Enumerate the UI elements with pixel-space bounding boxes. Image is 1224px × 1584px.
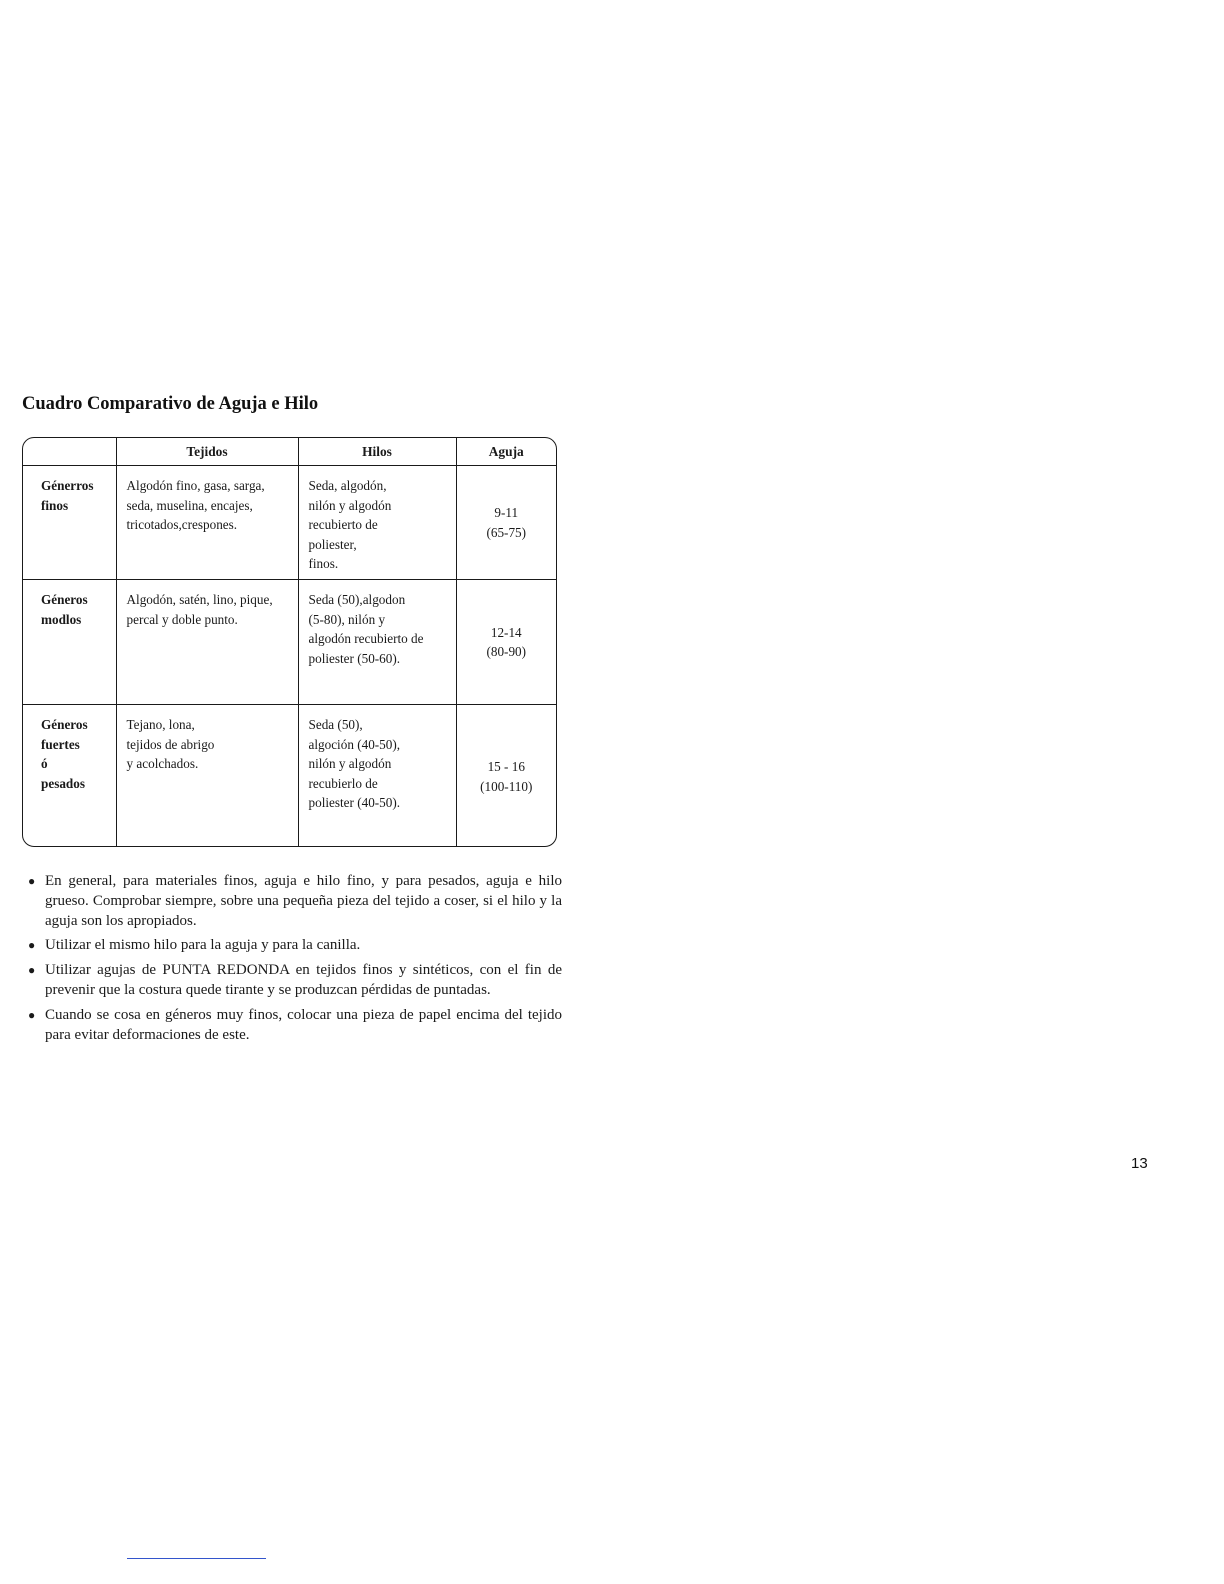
category-line: Génerros bbox=[41, 478, 94, 493]
threads-line: Seda (50), bbox=[308, 717, 363, 732]
note-text: Utilizar agujas de PUNTA REDONDA en tejidos finos y sintéticos, con el fin de prevenir que la costura quede tirante y se produzcan pérdidas de puntadas. bbox=[45, 962, 562, 998]
needle-size: 9-11 bbox=[494, 505, 519, 520]
threads-line: algoción (40-50), bbox=[308, 736, 401, 752]
table-header-row bbox=[23, 438, 556, 466]
needle-cell bbox=[456, 580, 556, 705]
needle-size-metric: (100-110) bbox=[480, 778, 533, 794]
threads-line: poliester, bbox=[308, 536, 357, 552]
threads-line: Seda (50),algodon bbox=[308, 592, 406, 607]
threads-line: finos. bbox=[308, 556, 339, 571]
fabrics-line: y acolchados. bbox=[126, 756, 199, 771]
fabrics-line: Tejano, lona, bbox=[126, 717, 195, 732]
threads-line: recubierto de bbox=[308, 517, 378, 532]
row-category bbox=[23, 580, 116, 705]
bullet-icon: ● bbox=[28, 938, 36, 953]
fabrics-line: seda, muselina, encajes, bbox=[126, 497, 253, 513]
note-text: Utilizar el mismo hilo para la aguja y para la canilla. bbox=[45, 937, 361, 954]
threads-line: nilón y algodón bbox=[308, 497, 392, 513]
threads-line: algodón recubierto de bbox=[308, 631, 424, 646]
list-item bbox=[28, 936, 562, 956]
header-fabrics: Tejidos bbox=[116, 438, 298, 466]
fabrics-cell bbox=[116, 705, 298, 848]
fabrics-line: tricotados,crespones. bbox=[126, 517, 238, 532]
fabrics-line: Algodón fino, gasa, sarga, bbox=[126, 478, 265, 493]
header-needle: Aguja bbox=[456, 438, 556, 466]
fabrics-line: percal y doble punto. bbox=[126, 611, 238, 627]
threads-line: nilón y algodón bbox=[308, 756, 392, 771]
table-row-fine bbox=[23, 466, 556, 580]
bullet-icon: ● bbox=[28, 963, 36, 978]
category-line: modlos bbox=[41, 611, 82, 627]
category-line: pesados bbox=[41, 775, 85, 791]
note-text: En general, para materiales finos, aguja e hilo fino, y para pesados, aguja e hilo grueso. Comprobar siempre, sobre una pequeña pieza del tejido a coser, si el hilo y la aguja son los apropiados. bbox=[45, 873, 562, 929]
category-line: fuertes bbox=[41, 736, 80, 752]
needle-size-metric: (80-90) bbox=[486, 644, 527, 659]
comparison-table bbox=[23, 438, 556, 847]
list-item bbox=[28, 1006, 562, 1046]
threads-line: (5-80), nilón y bbox=[308, 611, 386, 627]
table-row-medium bbox=[23, 580, 556, 705]
page-number: 13 bbox=[1131, 1155, 1148, 1172]
header-blank bbox=[23, 438, 116, 466]
category-line: ó bbox=[41, 756, 48, 771]
threads-line: Seda, algodón, bbox=[308, 478, 387, 493]
footer-rule bbox=[127, 1558, 266, 1559]
list-item bbox=[28, 872, 562, 931]
needle-size: 12-14 bbox=[490, 624, 522, 640]
needle-size: 15 - 16 bbox=[487, 759, 525, 775]
fabrics-cell bbox=[116, 580, 298, 705]
header-threads: Hilos bbox=[298, 438, 456, 466]
needle-size-metric: (65-75) bbox=[486, 524, 527, 540]
threads-cell bbox=[298, 580, 456, 705]
page-title: Cuadro Comparativo de Aguja e Hilo bbox=[22, 394, 319, 414]
row-category bbox=[23, 466, 116, 580]
fabrics-line: tejidos de abrigo bbox=[126, 736, 215, 752]
category-line: finos bbox=[41, 497, 69, 513]
note-text: Cuando se cosa en géneros muy finos, colocar una pieza de papel encima del tejido para evitar deformaciones de este. bbox=[45, 1006, 562, 1043]
threads-cell bbox=[298, 466, 456, 580]
list-item bbox=[28, 961, 562, 1001]
threads-line: poliester (50-60). bbox=[308, 650, 401, 666]
threads-line: poliester (40-50). bbox=[308, 795, 401, 810]
fabrics-line: Algodón, satén, lino, pique, bbox=[126, 592, 273, 607]
bullet-icon: ● bbox=[28, 1007, 36, 1022]
row-category bbox=[23, 705, 116, 848]
needle-cell bbox=[456, 705, 556, 848]
threads-cell bbox=[298, 705, 456, 848]
fabrics-cell bbox=[116, 466, 298, 580]
table-row-heavy bbox=[23, 705, 556, 848]
threads-line: recubierlo de bbox=[308, 775, 378, 791]
needle-cell bbox=[456, 466, 556, 580]
needle-thread-table bbox=[22, 437, 557, 847]
notes-list bbox=[28, 872, 562, 1050]
category-line: Géneros bbox=[41, 592, 88, 607]
category-line: Géneros bbox=[41, 717, 88, 732]
bullet-icon: ● bbox=[28, 874, 36, 888]
